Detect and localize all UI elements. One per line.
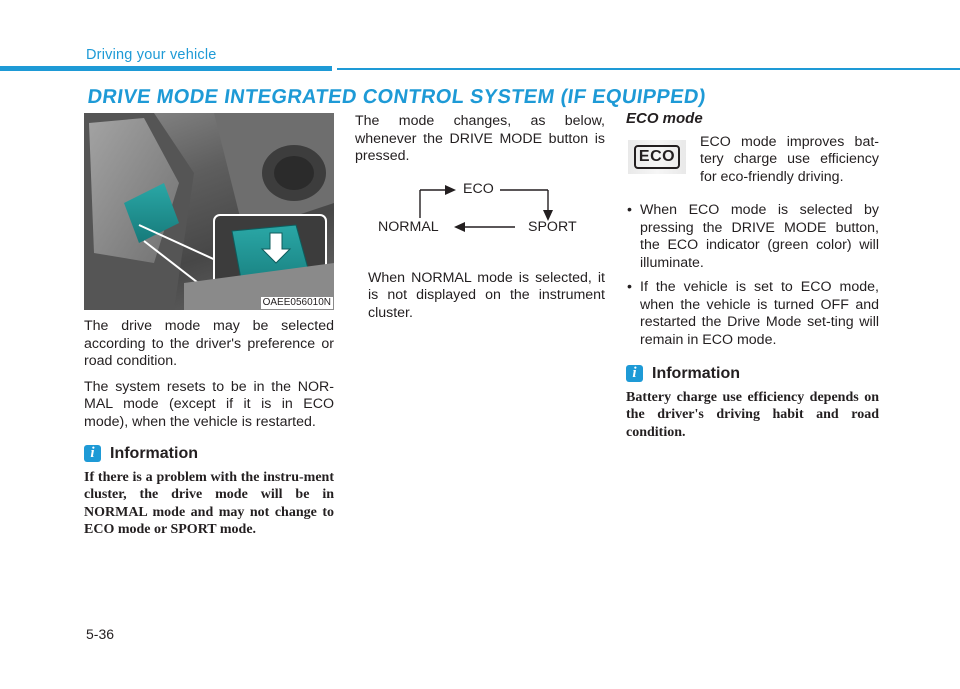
column-middle (355, 113, 605, 330)
page-title: DRIVE MODE INTEGRATED CONTROL SYSTEM (IF EQUIPPED) (86, 86, 708, 108)
flow-label-sport: SPORT (528, 218, 577, 235)
info-text: If there is a problem with the instru-ment cluster, the drive mode will be in NORMAL mode and may not change to ECO mode or SPORT mode. (84, 469, 334, 537)
console-illustration (84, 113, 334, 310)
list-item: • When ECO mode is selected by pressing the DRIVE MODE button, the ECO indicator (green color) will illuminate. (626, 202, 879, 272)
eco-indicator-icon (628, 140, 686, 174)
section-header: Driving your vehicle (86, 47, 217, 63)
info-heading (84, 445, 334, 463)
header-rule-thick (0, 66, 332, 71)
paragraph-mode-change: The mode changes, as below, whenever the DRIVE MODE button is pressed. (355, 113, 605, 164)
info-title: Information (110, 445, 198, 462)
eco-indicator-label: ECO (634, 145, 680, 169)
flow-label-normal: NORMAL (378, 218, 439, 235)
info-icon: i (626, 365, 643, 382)
info-icon: i (84, 445, 101, 462)
eco-subtitle: ECO mode (626, 110, 703, 127)
column-right (626, 110, 879, 449)
flow-label-eco: ECO (463, 180, 494, 197)
paragraph-normal-mode: When NORMAL mode is selected, it is not displayed on the instrument cluster. (368, 269, 605, 321)
info-text: Battery charge use efficiency depends on the driver's driving habit and road condition. (626, 389, 879, 440)
info-heading (626, 365, 879, 383)
mode-cycle-diagram (355, 174, 605, 260)
column-left (84, 113, 334, 547)
list-item: • If the vehicle is set to ECO mode, when the vehicle is turned OFF and restarted the Drive Mode set-ting will remain in ECO mode. (626, 279, 879, 349)
page-number: 5-36 (86, 626, 115, 642)
photo-code: OAEE056010N (262, 297, 331, 308)
eco-intro-row (626, 134, 879, 195)
header-rule-thin (337, 68, 960, 70)
console-photo (84, 113, 334, 310)
eco-bullet-list (626, 202, 879, 349)
paragraph-intro: The drive mode may be selected according to the driver's preference or road condition. (84, 318, 334, 369)
eco-intro-text: ECO mode improves bat-tery charge use efficiency for eco-friendly driving. (700, 133, 879, 185)
info-title: Information (652, 365, 740, 382)
paragraph-reset: The system resets to be in the NOR-MAL mode (except if it is in ECO mode), when the vehicle is restarted. (84, 378, 334, 430)
